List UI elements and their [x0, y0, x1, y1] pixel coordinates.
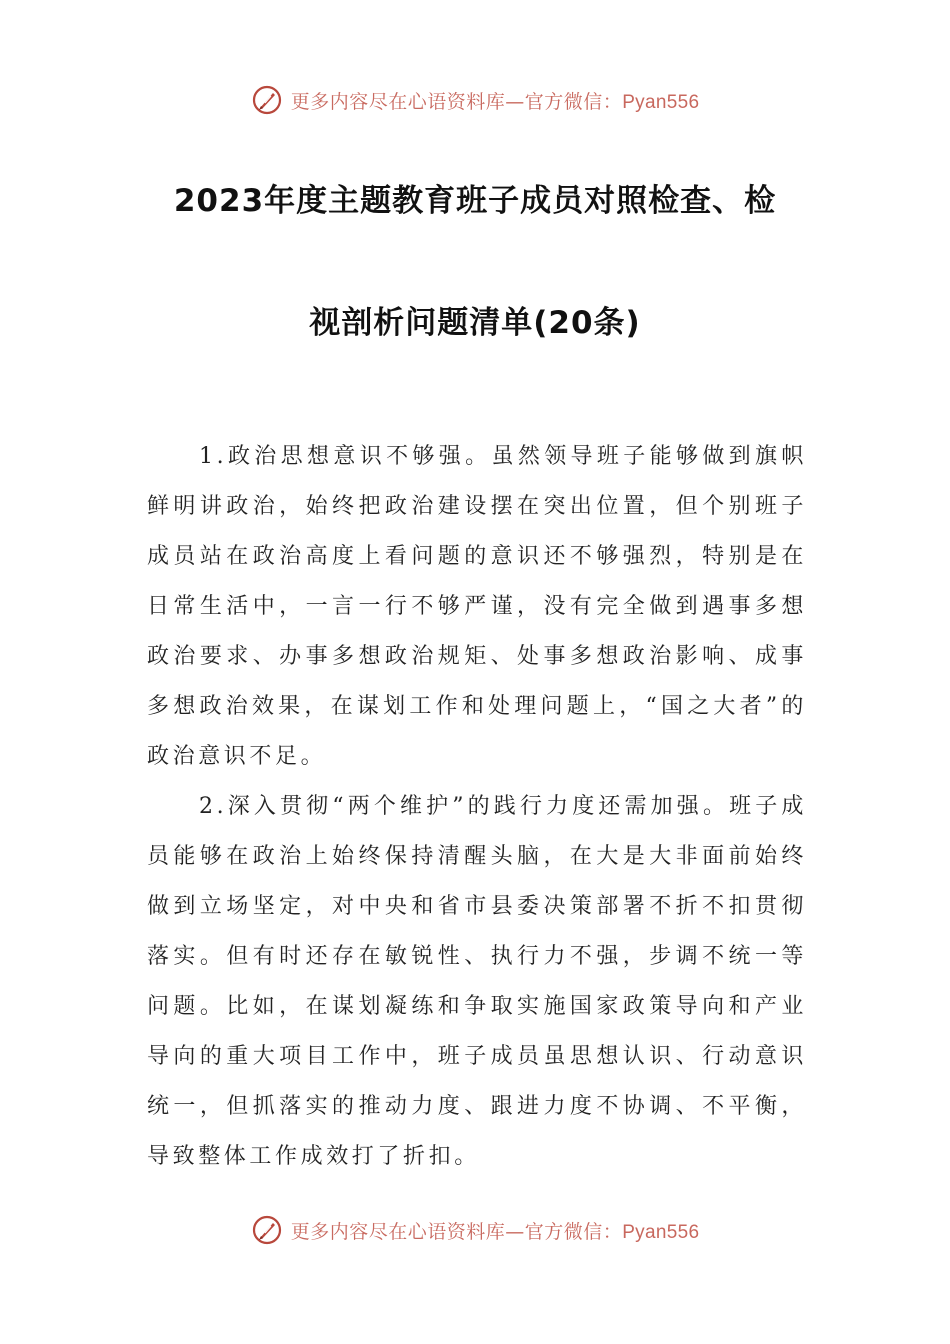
watermark-footer	[0, 1210, 950, 1250]
document-title-line-2: 视剖析问题清单(20条)	[309, 305, 641, 341]
quill-logo-icon	[251, 84, 283, 116]
paragraph-2: 2.深入贯彻“两个维护”的践行力度还需加强。班子成员能够在政治上始终保持清醒头脑，在大是大非面前始终做到立场坚定，对中央和省市县委决策部署不折不扣贯彻落实。但有时还存在敏锐性、执行力不强，步调不统一等问题。比如，在谋划凝练和争取实施国家政策导向和产业导向的重大项目工作中，班子成员虽思想认识、行动意识统一，但抓落实的推动力度、跟进力度不协调、不平衡，导致整体工作成效打了折扣。	[147, 794, 807, 1169]
watermark-header	[0, 80, 950, 120]
watermark-text: 更多内容尽在心语资料库—官方微信：Pyan556	[290, 90, 700, 113]
watermark-wechat-id: Pyan556	[622, 91, 700, 113]
watermark-text: 更多内容尽在心语资料库—官方微信：Pyan556	[290, 1220, 700, 1243]
document-title-line-1: 2023年度主题教育班子成员对照检查、检	[173, 183, 777, 219]
watermark-wechat-id: Pyan556	[622, 1221, 700, 1243]
paragraph-1: 1.政治思想意识不够强。虽然领导班子能够做到旗帜鲜明讲政治，始终把政治建设摆在突出位置，但个别班子成员站在政治高度上看问题的意识还不够强烈，特别是在日常生活中，一言一行不够严谨，没有完全做到遇事多想政治要求、办事多想政治规矩、处事多想政治影响、成事多想政治效果，在谋划工作和处理问题上，“国之大者”的政治意识不足。	[147, 444, 807, 769]
quill-logo-icon	[251, 1214, 283, 1246]
document-body	[147, 432, 807, 1182]
